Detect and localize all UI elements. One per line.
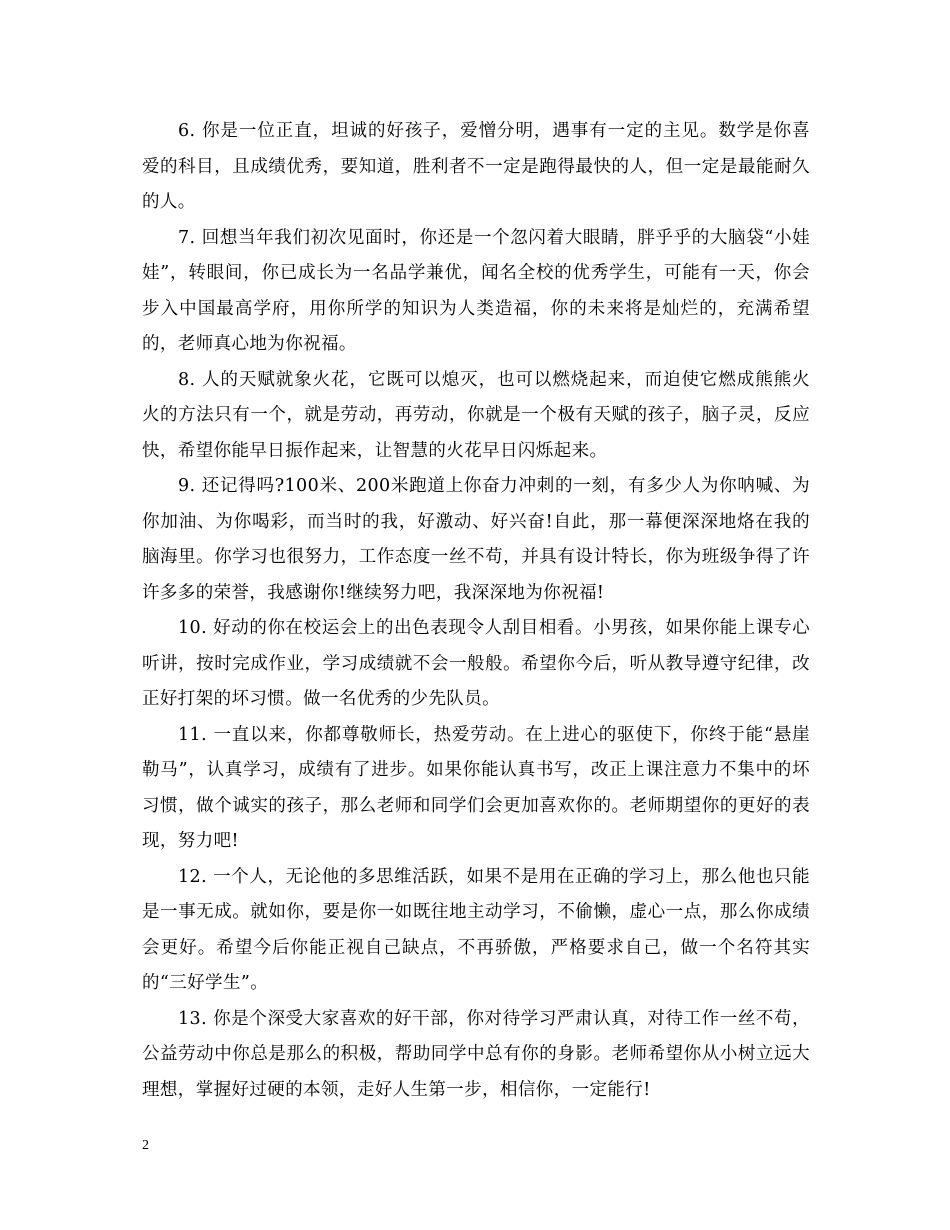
- paragraph-12: 12. 一个人，无论他的多思维活跃，如果不是用在正确的学习上，那么他也只能是一事无成。就如你，要是你一如既往地主动学习，不偷懒，虚心一点，那么你成绩会更好。希望今后你能正视自己缺点，不再骄傲，严格要求自己，做一个名符其实的“三好学生”。: [142, 866, 810, 993]
- document-body: [142, 114, 810, 1108]
- paragraph-10: 10. 好动的你在校运会上的出色表现令人刮目相看。小男孩，如果你能上课专心听讲，按时完成作业，学习成绩就不会一般般。希望你今后，听从教导遵守纪律，改正好打架的坏习惯。做一名优秀的少先队员。: [142, 618, 810, 709]
- paragraph-13: 13. 你是个深受大家喜欢的好干部，你对待学习严肃认真，对待工作一丝不苟，公益劳动中你总是那么的积极，帮助同学中总有你的身影。老师希望你从小树立远大理想，掌握好过硬的本领，走好人生第一步，相信你，一定能行!: [142, 1008, 810, 1100]
- paragraph-8: 8. 人的天赋就象火花，它既可以熄灭，也可以燃烧起来，而迫使它燃成熊熊火火的方法只有一个，就是劳动，再劳动，你就是一个极有天赋的孩子，脑子灵，反应快，希望你能早日振作起来，让智慧的火花早日闪烁起来。: [142, 369, 810, 461]
- paragraph-6: 6. 你是一位正直，坦诚的好孩子，爱憎分明，遇事有一定的主见。数学是你喜爱的科目，且成绩优秀，要知道，胜利者不一定是跑得最快的人，但一定是最能耐久的人。: [142, 121, 810, 212]
- paragraph-9: 9. 还记得吗?100米、200米跑道上你奋力冲刺的一刻，有多少人为你呐喊、为你加油、为你喝彩，而当时的我，好激动、好兴奋!自此，那一幕便深深地烙在我的脑海里。你学习也很努力，工作态度一丝不苟，并具有设计特长，你为班级争得了许许多多的荣誉，我感谢你!继续努力吧，我深深地为你祝福!: [142, 476, 810, 603]
- paragraph-11: 11. 一直以来，你都尊敬师长，热爱劳动。在上进心的驱使下，你终于能“悬崖勒马”，认真学习，成绩有了进步。如果你能认真书写，改正上课注意力不集中的坏习惯，做个诚实的孩子，那么老师和同学们会更加喜欢你的。老师期望你的更好的表现，努力吧!: [142, 724, 810, 851]
- page-number: 2: [142, 1138, 149, 1153]
- paragraph-7: 7. 回想当年我们初次见面时，你还是一个忽闪着大眼睛，胖乎乎的大脑袋“小娃娃”，转眼间，你已成长为一名品学兼优，闻名全校的优秀学生，可能有一天，你会步入中国最高学府，用你所学的知识为人类造福，你的未来将是灿烂的，充满希望的，老师真心地为你祝福。: [142, 227, 810, 354]
